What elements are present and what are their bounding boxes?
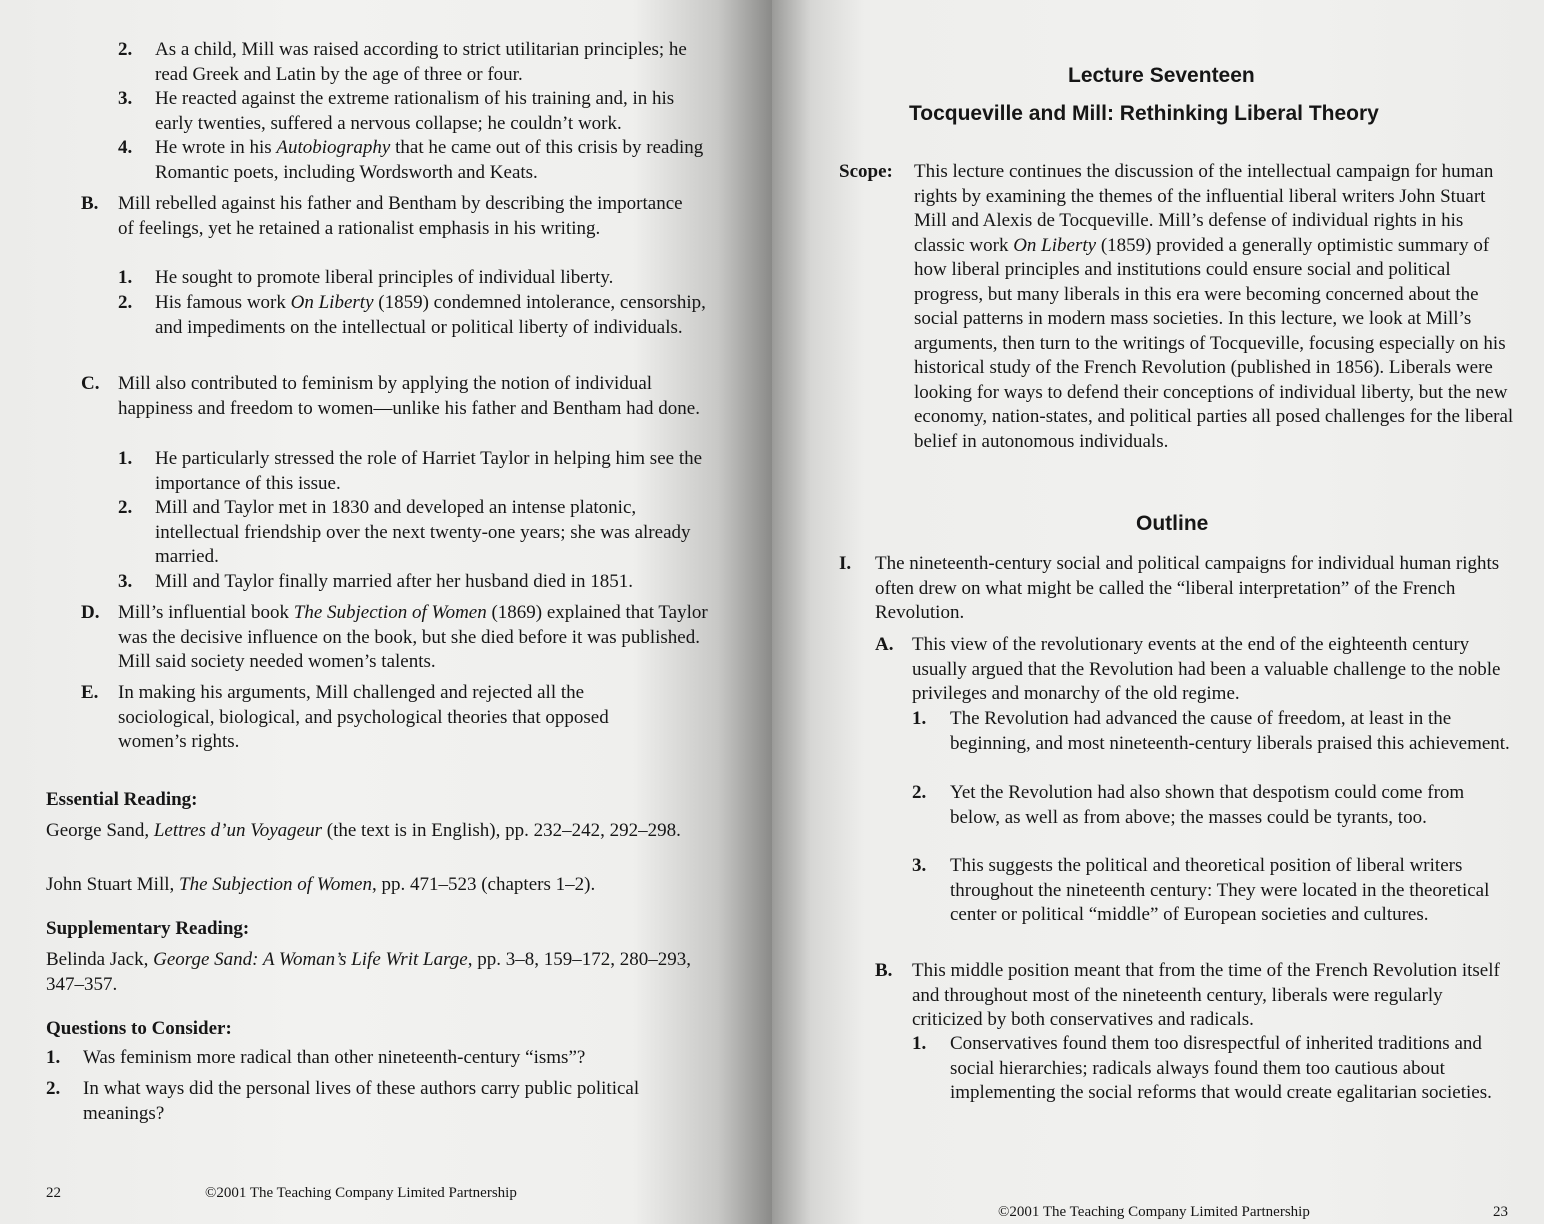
page-number: 23 xyxy=(1493,1204,1508,1220)
item-marker: B. xyxy=(875,960,893,981)
essential-reading-heading: Essential Reading: xyxy=(46,789,198,810)
list-item: He particularly stressed the role of Harriet Taylor in helping him see the importance of this issue. xyxy=(155,448,703,494)
page-footer: ©2001 The Teaching Company Limited Partnership xyxy=(205,1185,517,1201)
item-marker: 3. xyxy=(118,571,133,592)
page-footer: ©2001 The Teaching Company Limited Partnership xyxy=(998,1204,1310,1220)
item-marker: 2. xyxy=(118,292,133,313)
item-marker: 2. xyxy=(118,39,133,60)
list-item: He wrote in his Autobiography that he came out of this crisis by reading Romantic poets, including Wordsworth and Keats. xyxy=(155,137,704,183)
outline-item: The nineteenth-century social and political campaigns for individual human rights often drew on what might be called the “liberal interpretation” of the French Revolution. xyxy=(875,553,1500,623)
list-item: As a child, Mill was raised according to strict utilitarian principles; he read Greek and Latin by the age of three or four. xyxy=(155,39,687,85)
item-marker: 1. xyxy=(118,448,133,469)
list-item: In making his arguments, Mill challenged and rejected all the sociological, biological, and psychological theories that opposed women’s rights. xyxy=(118,682,609,752)
list-item: He sought to promote liberal principles of individual liberty. xyxy=(155,267,614,288)
item-marker: 2. xyxy=(912,782,927,803)
outline-item: This middle position meant that from the time of the French Revolution itself and throughout most of the nineteenth century, liberals were regularly criticized by both conservatives and radicals. xyxy=(912,960,1500,1030)
outline-item: Yet the Revolution had also shown that despotism could come from below, as well as from above; the masses could be tyrants, too. xyxy=(950,782,1465,828)
item-marker: 4. xyxy=(118,137,133,158)
item-marker: I. xyxy=(839,553,852,574)
item-marker: 2. xyxy=(46,1078,61,1099)
outline-item: The Revolution had advanced the cause of freedom, at least in the beginning, and most nineteenth-century liberals praised this achievement. xyxy=(950,708,1510,754)
lecture-subtitle: Tocqueville and Mill: Rethinking Liberal Theory xyxy=(909,102,1379,125)
item-marker: 1. xyxy=(912,708,927,729)
item-marker: B. xyxy=(81,193,99,214)
list-item: Mill also contributed to feminism by applying the notion of individual happiness and freedom to women—unlike his father and Bentham had done. xyxy=(118,373,700,419)
item-marker: 3. xyxy=(118,88,133,109)
item-marker: 2. xyxy=(118,497,133,518)
item-marker: E. xyxy=(81,682,99,703)
list-item: He reacted against the extreme rationalism of his training and, in his early twenties, suffered a nervous collapse; he couldn’t work. xyxy=(155,88,675,134)
item-marker: 1. xyxy=(46,1047,61,1068)
item-marker: 1. xyxy=(118,267,133,288)
item-marker: 1. xyxy=(912,1033,927,1054)
questions-heading: Questions to Consider: xyxy=(46,1018,232,1039)
item-marker: D. xyxy=(81,602,100,623)
item-marker: A. xyxy=(875,634,894,655)
list-item: Mill rebelled against his father and Bentham by describing the importance of feelings, yet he retained a rationalist emphasis in his writing. xyxy=(118,193,683,239)
list-item: Mill and Taylor met in 1830 and developed an intense platonic, intellectual friendship over the next twenty-one years; she was already married. xyxy=(155,497,691,567)
scope-label: Scope: xyxy=(839,161,893,182)
reading-item: John Stuart Mill, The Subjection of Women, pp. 471–523 (chapters 1–2). xyxy=(46,874,596,895)
outline-item: This suggests the political and theoretical position of liberal writers throughout the nineteenth century: They were located in the theoretical center or political “middle” of European societies and cultures. xyxy=(950,855,1490,925)
outline-item: This view of the revolutionary events at the end of the eighteenth century usually argued that the Revolution had been a valuable challenge to the noble privileges and monarchy of the old regime. xyxy=(912,634,1501,704)
lecture-title: Lecture Seventeen xyxy=(1068,64,1255,87)
list-item: Mill and Taylor finally married after her husband died in 1851. xyxy=(155,571,633,592)
reading-item: George Sand, Lettres d’un Voyageur (the text is in English), pp. 232–242, 292–298. xyxy=(46,820,681,841)
question-item: In what ways did the personal lives of these authors carry public political meanings? xyxy=(83,1078,640,1124)
list-item: His famous work On Liberty (1859) condemned intolerance, censorship, and impediments on the intellectual or political liberty of individuals. xyxy=(155,292,706,338)
outline-heading: Outline xyxy=(1136,512,1209,535)
item-marker: 3. xyxy=(912,855,927,876)
right-page xyxy=(772,0,1544,1224)
list-item: Mill’s influential book The Subjection of Women (1869) explained that Taylor was the decisive influence on the book, but she died before it was published. Mill said society needed women’s talents. xyxy=(118,602,708,672)
reading-item: Belinda Jack, George Sand: A Woman’s Life Writ Large, pp. 3–8, 159–172, 280–293, 347–357. xyxy=(46,949,691,995)
page-number: 22 xyxy=(46,1185,61,1201)
question-item: Was feminism more radical than other nineteenth-century “isms”? xyxy=(83,1047,586,1068)
supplementary-reading-heading: Supplementary Reading: xyxy=(46,918,250,939)
item-marker: C. xyxy=(81,373,100,394)
outline-item: Conservatives found them too disrespectful of inherited traditions and social hierarchies; radicals always found them too cautious about implementing the social reforms that would create egalitarian societies. xyxy=(950,1033,1492,1103)
scope-text: This lecture continues the discussion of the intellectual campaign for human rights by examining the themes of the influential liberal writers John Stuart Mill and Alexis de Tocqueville. Mill’s defense of individual rights in his classic work On Liberty (1859) provided a generally optimistic summary of how liberal principles and institutions could ensure social and political progress, but many liberals in this era were becoming concerned about the social patterns in modern mass societies. In this lecture, we look at Mill’s arguments, then turn to the writings of Tocqueville, focusing especially on his historical study of the French Revolution (published in 1856). Liberals were looking for ways to defend their conceptions of individual liberty, but the new economy, nation-states, and political parties all posed challenges for the liberal belief in autonomous individuals. xyxy=(914,161,1514,452)
